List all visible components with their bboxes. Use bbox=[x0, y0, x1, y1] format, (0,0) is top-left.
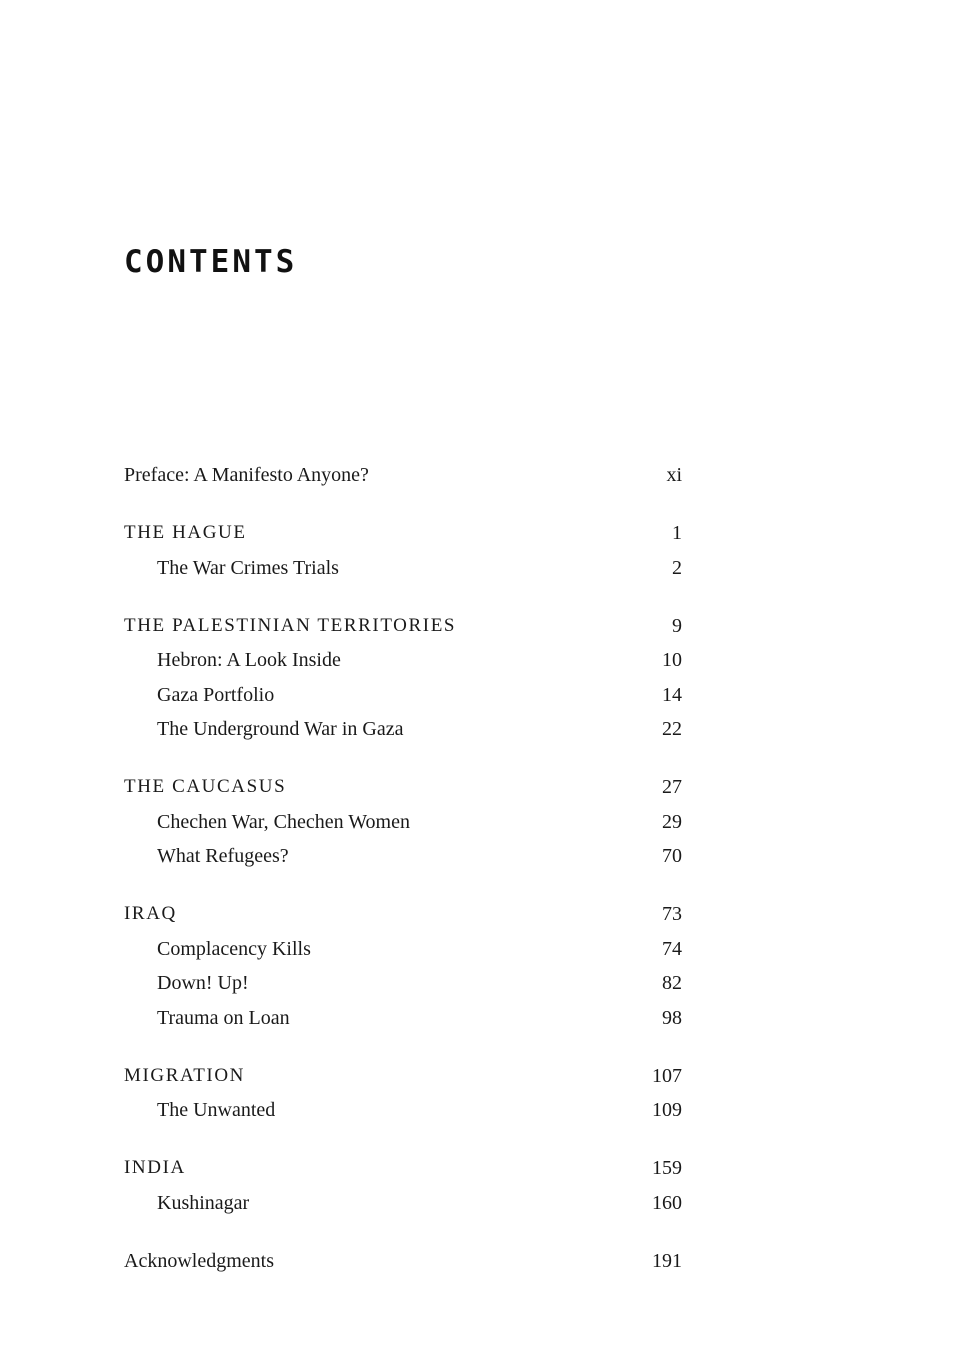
chapter-title: Kushinagar bbox=[157, 1191, 250, 1214]
toc-entry-war-crimes-trials bbox=[124, 551, 684, 586]
entry-page-number: 74 bbox=[662, 937, 682, 960]
toc-entry-down-up bbox=[124, 966, 684, 1001]
entry-title: Preface: A Manifesto Anyone? bbox=[124, 464, 369, 486]
part-title: THE CAUCASUS bbox=[124, 776, 287, 797]
entry-page-number: 82 bbox=[662, 972, 682, 994]
toc-part-palestinian-territories bbox=[124, 609, 684, 644]
entry-page-number: 29 bbox=[662, 810, 682, 833]
chapter-title: What Refugees? bbox=[157, 845, 289, 867]
chapter-title: Hebron: A Look Inside bbox=[157, 649, 341, 671]
toc-entry-what-refugees bbox=[124, 839, 684, 874]
entry-page-number: 160 bbox=[652, 1191, 682, 1214]
part-title: IRAQ bbox=[124, 903, 177, 924]
entry-page-number: 98 bbox=[662, 1006, 682, 1029]
chapter-title: Down! Up! bbox=[157, 972, 249, 994]
entry-page-number: 109 bbox=[652, 1099, 682, 1121]
entry-title: Acknowledgments bbox=[124, 1249, 274, 1272]
toc-part-the-hague bbox=[124, 516, 684, 551]
toc-part-india bbox=[124, 1151, 684, 1186]
entry-page-number: 1 bbox=[672, 522, 682, 544]
part-title: MIGRATION bbox=[124, 1064, 246, 1086]
entry-page-number: 27 bbox=[662, 776, 682, 798]
table-of-contents bbox=[124, 458, 684, 1278]
chapter-title: Complacency Kills bbox=[157, 937, 311, 960]
chapter-title: The War Crimes Trials bbox=[157, 556, 339, 579]
entry-page-number: 73 bbox=[662, 903, 682, 925]
entry-page-number: xi bbox=[666, 464, 682, 486]
entry-page-number: 9 bbox=[672, 614, 682, 637]
chapter-title: Trauma on Loan bbox=[157, 1006, 290, 1029]
chapter-title: Chechen War, Chechen Women bbox=[157, 810, 410, 833]
toc-entry-complacency-kills bbox=[124, 932, 684, 967]
part-title: INDIA bbox=[124, 1157, 186, 1178]
toc-entry-acknowledgments bbox=[124, 1244, 684, 1279]
toc-part-iraq bbox=[124, 897, 684, 932]
toc-entry-the-unwanted bbox=[124, 1093, 684, 1128]
entry-page-number: 70 bbox=[662, 845, 682, 867]
toc-entry-trauma-on-loan bbox=[124, 1001, 684, 1036]
page-title: CONTENTS bbox=[124, 244, 298, 280]
entry-page-number: 159 bbox=[652, 1157, 682, 1179]
entry-page-number: 22 bbox=[662, 718, 682, 740]
toc-entry-gaza-portfolio bbox=[124, 678, 684, 713]
entry-page-number: 10 bbox=[662, 649, 682, 671]
entry-page-number: 2 bbox=[672, 556, 682, 579]
toc-part-the-caucasus bbox=[124, 770, 684, 805]
part-title: THE PALESTINIAN TERRITORIES bbox=[124, 614, 457, 636]
toc-entry-hebron bbox=[124, 643, 684, 678]
toc-entry-kushinagar bbox=[124, 1186, 684, 1221]
chapter-title: Gaza Portfolio bbox=[157, 683, 275, 706]
toc-part-migration bbox=[124, 1059, 684, 1094]
toc-entry-underground-war bbox=[124, 712, 684, 747]
chapter-title: The Unwanted bbox=[157, 1099, 276, 1121]
entry-page-number: 107 bbox=[652, 1064, 682, 1087]
entry-page-number: 191 bbox=[652, 1249, 682, 1272]
toc-entry-chechen-war bbox=[124, 805, 684, 840]
entry-page-number: 14 bbox=[662, 683, 682, 706]
part-title: THE HAGUE bbox=[124, 522, 247, 543]
chapter-title: The Underground War in Gaza bbox=[157, 718, 404, 740]
toc-entry-preface bbox=[124, 458, 684, 493]
